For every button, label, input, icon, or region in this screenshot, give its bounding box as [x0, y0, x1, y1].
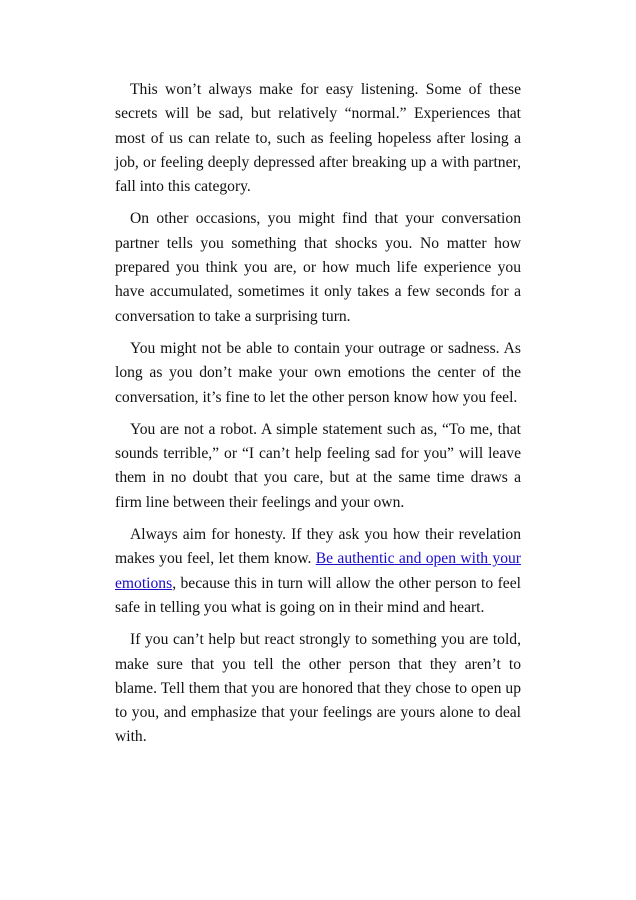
- honesty-text-before: Always aim for honesty. If they ask you how their revelation makes you feel, let them know.: [115, 526, 521, 568]
- paragraph-other-occasions: On other occasions, you might find that your conversation partner tells you something that shocks you. No matter how prepared you think you are, or how much life experience you have accumulated, sometimes it only takes a few seconds for a conversation to take a surprising turn.: [115, 210, 521, 325]
- paragraph-outrage-sadness: You might not be able to contain your outrage or sadness. As long as you don’t make your own emotions the center of the conversation, it’s fine to let the other person know how you feel.: [115, 339, 521, 406]
- paragraph-honesty: [115, 523, 521, 620]
- authentic-emotions-link[interactable]: Be authentic and open with your emotions: [115, 550, 521, 592]
- document-body: [115, 78, 521, 758]
- paragraph-react-strongly: If you can’t help but react strongly to something you are told, make sure that you tell the other person that they aren’t to blame. Tell them that you are honored that they chose to open up to you, and emphasize that your feelings are yours alone to deal with.: [115, 631, 521, 746]
- honesty-text-after: , because this in turn will allow the other person to feel safe in telling you what is going on in their mind and heart.: [115, 574, 521, 616]
- paragraph-easy-listening: This won’t always make for easy listening. Some of these secrets will be sad, but relatively “normal.” Experiences that most of us can relate to, such as feeling hopeless after losing a job, or feeling deeply depressed after breaking up a with partner, fall into this category.: [115, 81, 521, 196]
- paragraph-not-a-robot: You are not a robot. A simple statement such as, “To me, that sounds terrible,” or “I can’t help feeling sad for you” will leave them in no doubt that you care, but at the same time draws a firm line between their feelings and your own.: [115, 420, 521, 511]
